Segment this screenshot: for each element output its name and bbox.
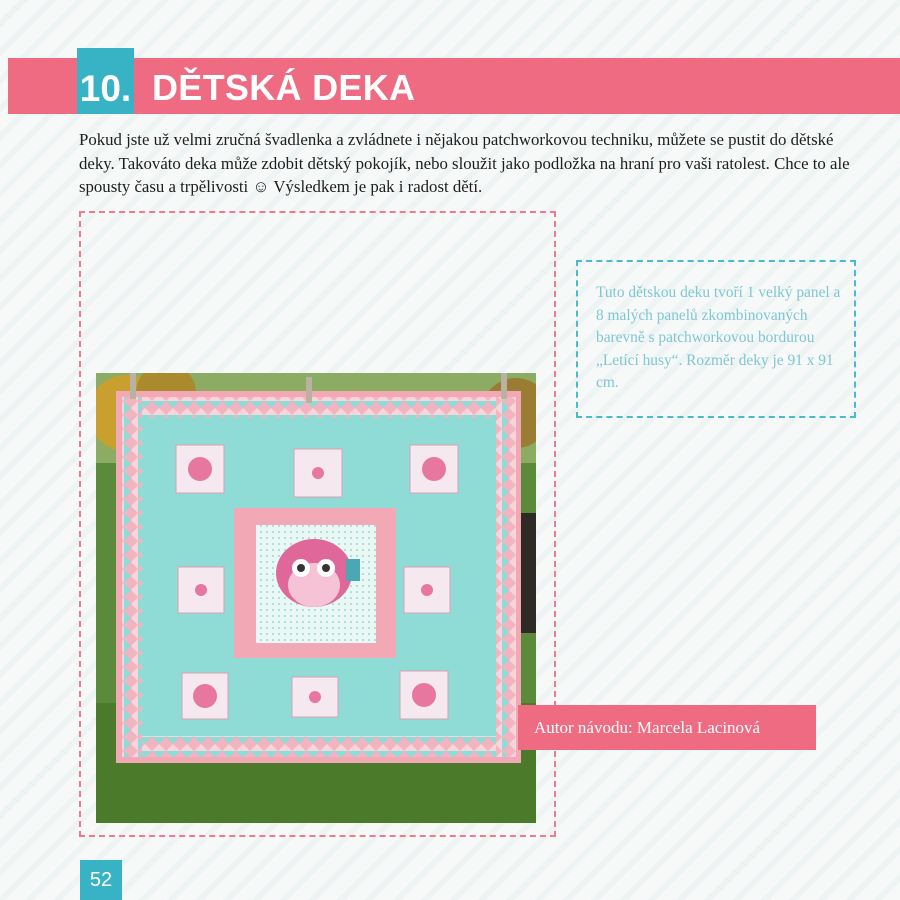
chapter-header-bar bbox=[8, 58, 900, 114]
info-text: Tuto dětskou deku tvoří 1 velký panel a 8 malých panelů zkombinovaných barevně s patchworkovou bordurou „Letící husy“. Rozměr deky je 91 x 91 cm. bbox=[596, 284, 841, 392]
page-number: 52 bbox=[80, 860, 122, 900]
quilt-photo bbox=[96, 373, 536, 823]
intro-paragraph: Pokud jste už velmi zručná švadlenka a zvládnete i nějakou patchworkovou techniku, můžete se pustit do dětské deky. Takováto deka může zdobit dětský pokojík, nebo sloužit jako podložka na hraní pro vaši ratolest. Chce to ale spousty času a trpělivosti ☺ Výsledkem je pak i radost dětí. bbox=[79, 130, 850, 196]
chapter-number: 10. bbox=[77, 48, 134, 114]
author-label: Autor návodu: Marcela Lacinová bbox=[518, 705, 816, 750]
chapter-title: DĚTSKÁ DEKA bbox=[152, 67, 416, 108]
